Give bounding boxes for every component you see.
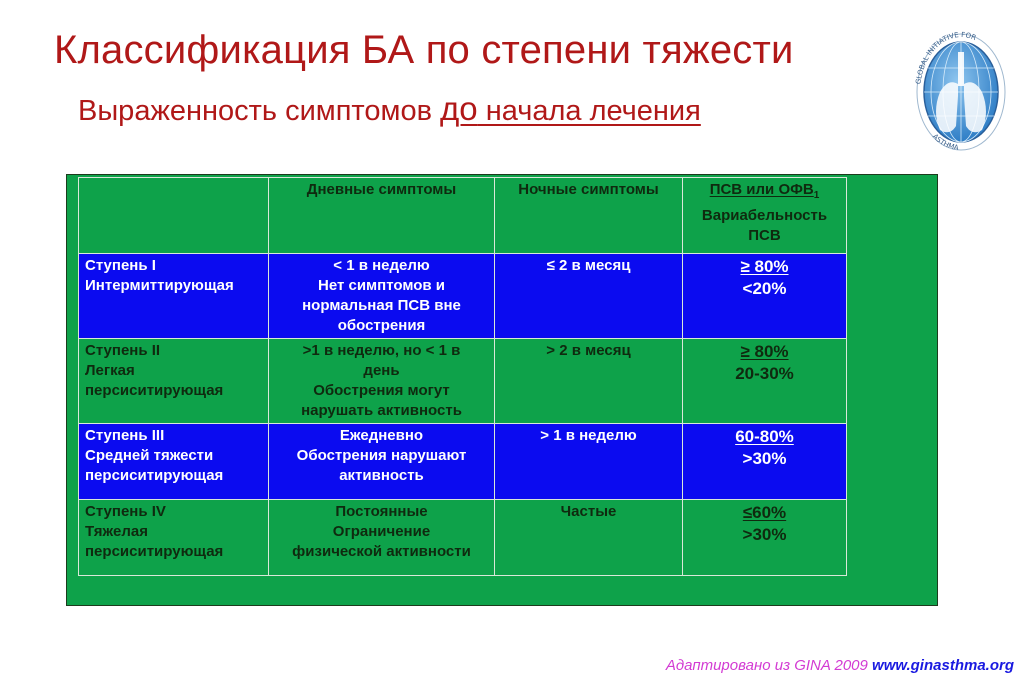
table-row: [79, 254, 847, 339]
header-psv-line3: ПСВ: [748, 227, 781, 244]
day-symptoms-cell: Постоянные Ограничение физической активности: [269, 500, 495, 576]
psv-cell: ≥ 80% 20-30%: [683, 339, 847, 424]
table-row: [79, 339, 847, 424]
stage-cell: Ступень IV Тяжелая персиситирующая: [79, 500, 269, 576]
header-empty-cell: [79, 178, 269, 254]
subtitle-part1: Выраженность симптомов: [78, 95, 441, 127]
night-symptoms-cell: > 1 в неделю: [495, 424, 683, 500]
footer-url-link[interactable]: www.ginasthma.org: [872, 657, 1014, 674]
gina-lungs-logo-icon: [910, 26, 1012, 158]
svg-text:GLOBAL INITIATIVE FOR: GLOBAL INITIATIVE FOR: [914, 30, 978, 85]
psv-cell: 60-80% >30%: [683, 424, 847, 500]
source-footer: [666, 657, 1014, 674]
stage-cell: Ступень II Легкая персиситирующая: [79, 339, 269, 424]
header-psv: [683, 178, 847, 254]
table-row: [79, 424, 847, 500]
stage-cell: Ступень III Средней тяжести персиситирующая: [79, 424, 269, 500]
svg-text:ASTHMA: ASTHMA: [930, 132, 960, 152]
footer-source: Адаптировано из GINA 2009: [665, 657, 873, 674]
night-symptoms-cell: > 2 в месяц: [495, 339, 683, 424]
day-symptoms-cell: < 1 в неделю Нет симптомов и нормальная ПСВ вне обострения: [269, 254, 495, 339]
header-psv-line2: Вариабельность: [701, 207, 828, 224]
slide-title: Классификация БА по степени тяжести: [54, 28, 794, 72]
subtitle-part2: начала лечения: [477, 95, 701, 127]
psv-cell: ≤60% >30%: [683, 500, 847, 576]
subtitle-emphasis: до: [440, 90, 478, 127]
severity-classification-table: [78, 177, 847, 576]
day-symptoms-cell: >1 в неделю, но < 1 в день Обострения могут нарушать активность: [269, 339, 495, 424]
header-day-symptoms: Дневные симптомы: [269, 178, 495, 254]
night-symptoms-cell: ≤ 2 в месяц: [495, 254, 683, 339]
day-symptoms-cell: Ежедневно Обострения нарушают активность: [269, 424, 495, 500]
slide-subtitle: [78, 90, 701, 128]
header-night-symptoms: Ночные симптомы: [495, 178, 683, 254]
psv-cell: ≥ 80% <20%: [683, 254, 847, 339]
stage-cell: Ступень I Интермиттирующая: [79, 254, 269, 339]
table-row: [79, 500, 847, 576]
table-header-row: [79, 178, 847, 254]
night-symptoms-cell: Частые: [495, 500, 683, 576]
header-psv-line1: ПСВ или $ОФВ_1$: [709, 181, 820, 201]
